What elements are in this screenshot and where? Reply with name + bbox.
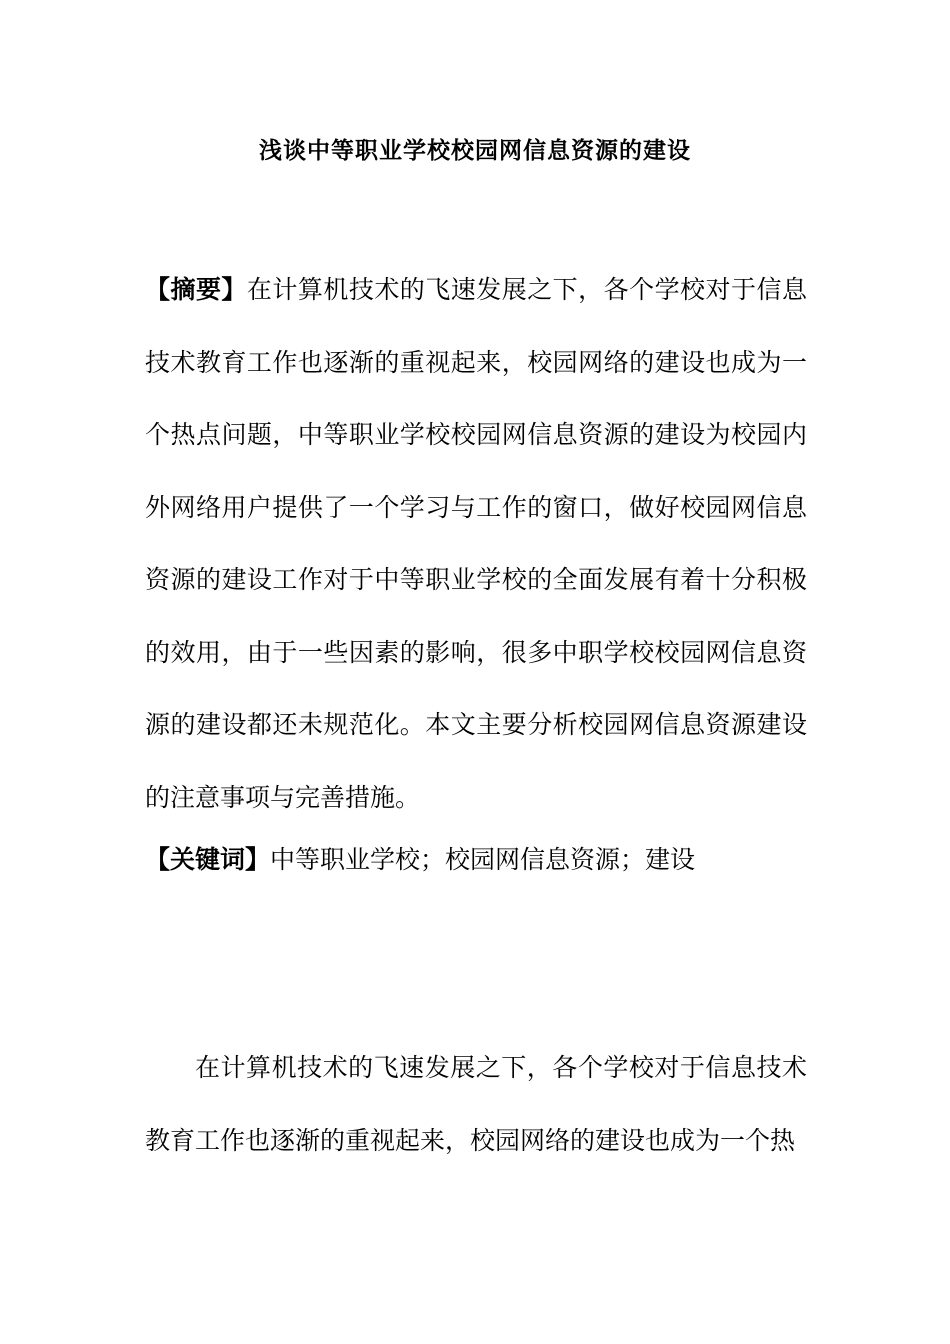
- keywords-text: 中等职业学校；校园网信息资源；建设: [270, 845, 696, 874]
- keywords-label: 【关键词】: [145, 845, 271, 874]
- abstract-paragraph: [145, 254, 807, 834]
- abstract-text: 在计算机技术的飞速发展之下，各个学校对于信息技术教育工作也逐渐的重视起来，校园网络的建设也成为一个热点问题，中等职业学校校园网信息资源的建设为校园内外网络用户提供了一个学习与工作的窗口，做好校园网信息资源的建设工作对于中等职业学校的全面发展有着十分积极的效用，由于一些因素的影响，很多中职学校校园网信息资源的建设都还未规范化。本文主要分析校园网信息资源建设的注意事项与完善措施。: [145, 275, 807, 812]
- document-title: 浅谈中等职业学校校园网信息资源的建设: [259, 138, 691, 164]
- body-paragraph: 在计算机技术的飞速发展之下，各个学校对于信息技术教育工作也逐渐的重视起来，校园网络的建设也成为一个热: [145, 1053, 807, 1155]
- keywords-paragraph: [145, 838, 807, 882]
- abstract-label: 【摘要】: [145, 275, 247, 304]
